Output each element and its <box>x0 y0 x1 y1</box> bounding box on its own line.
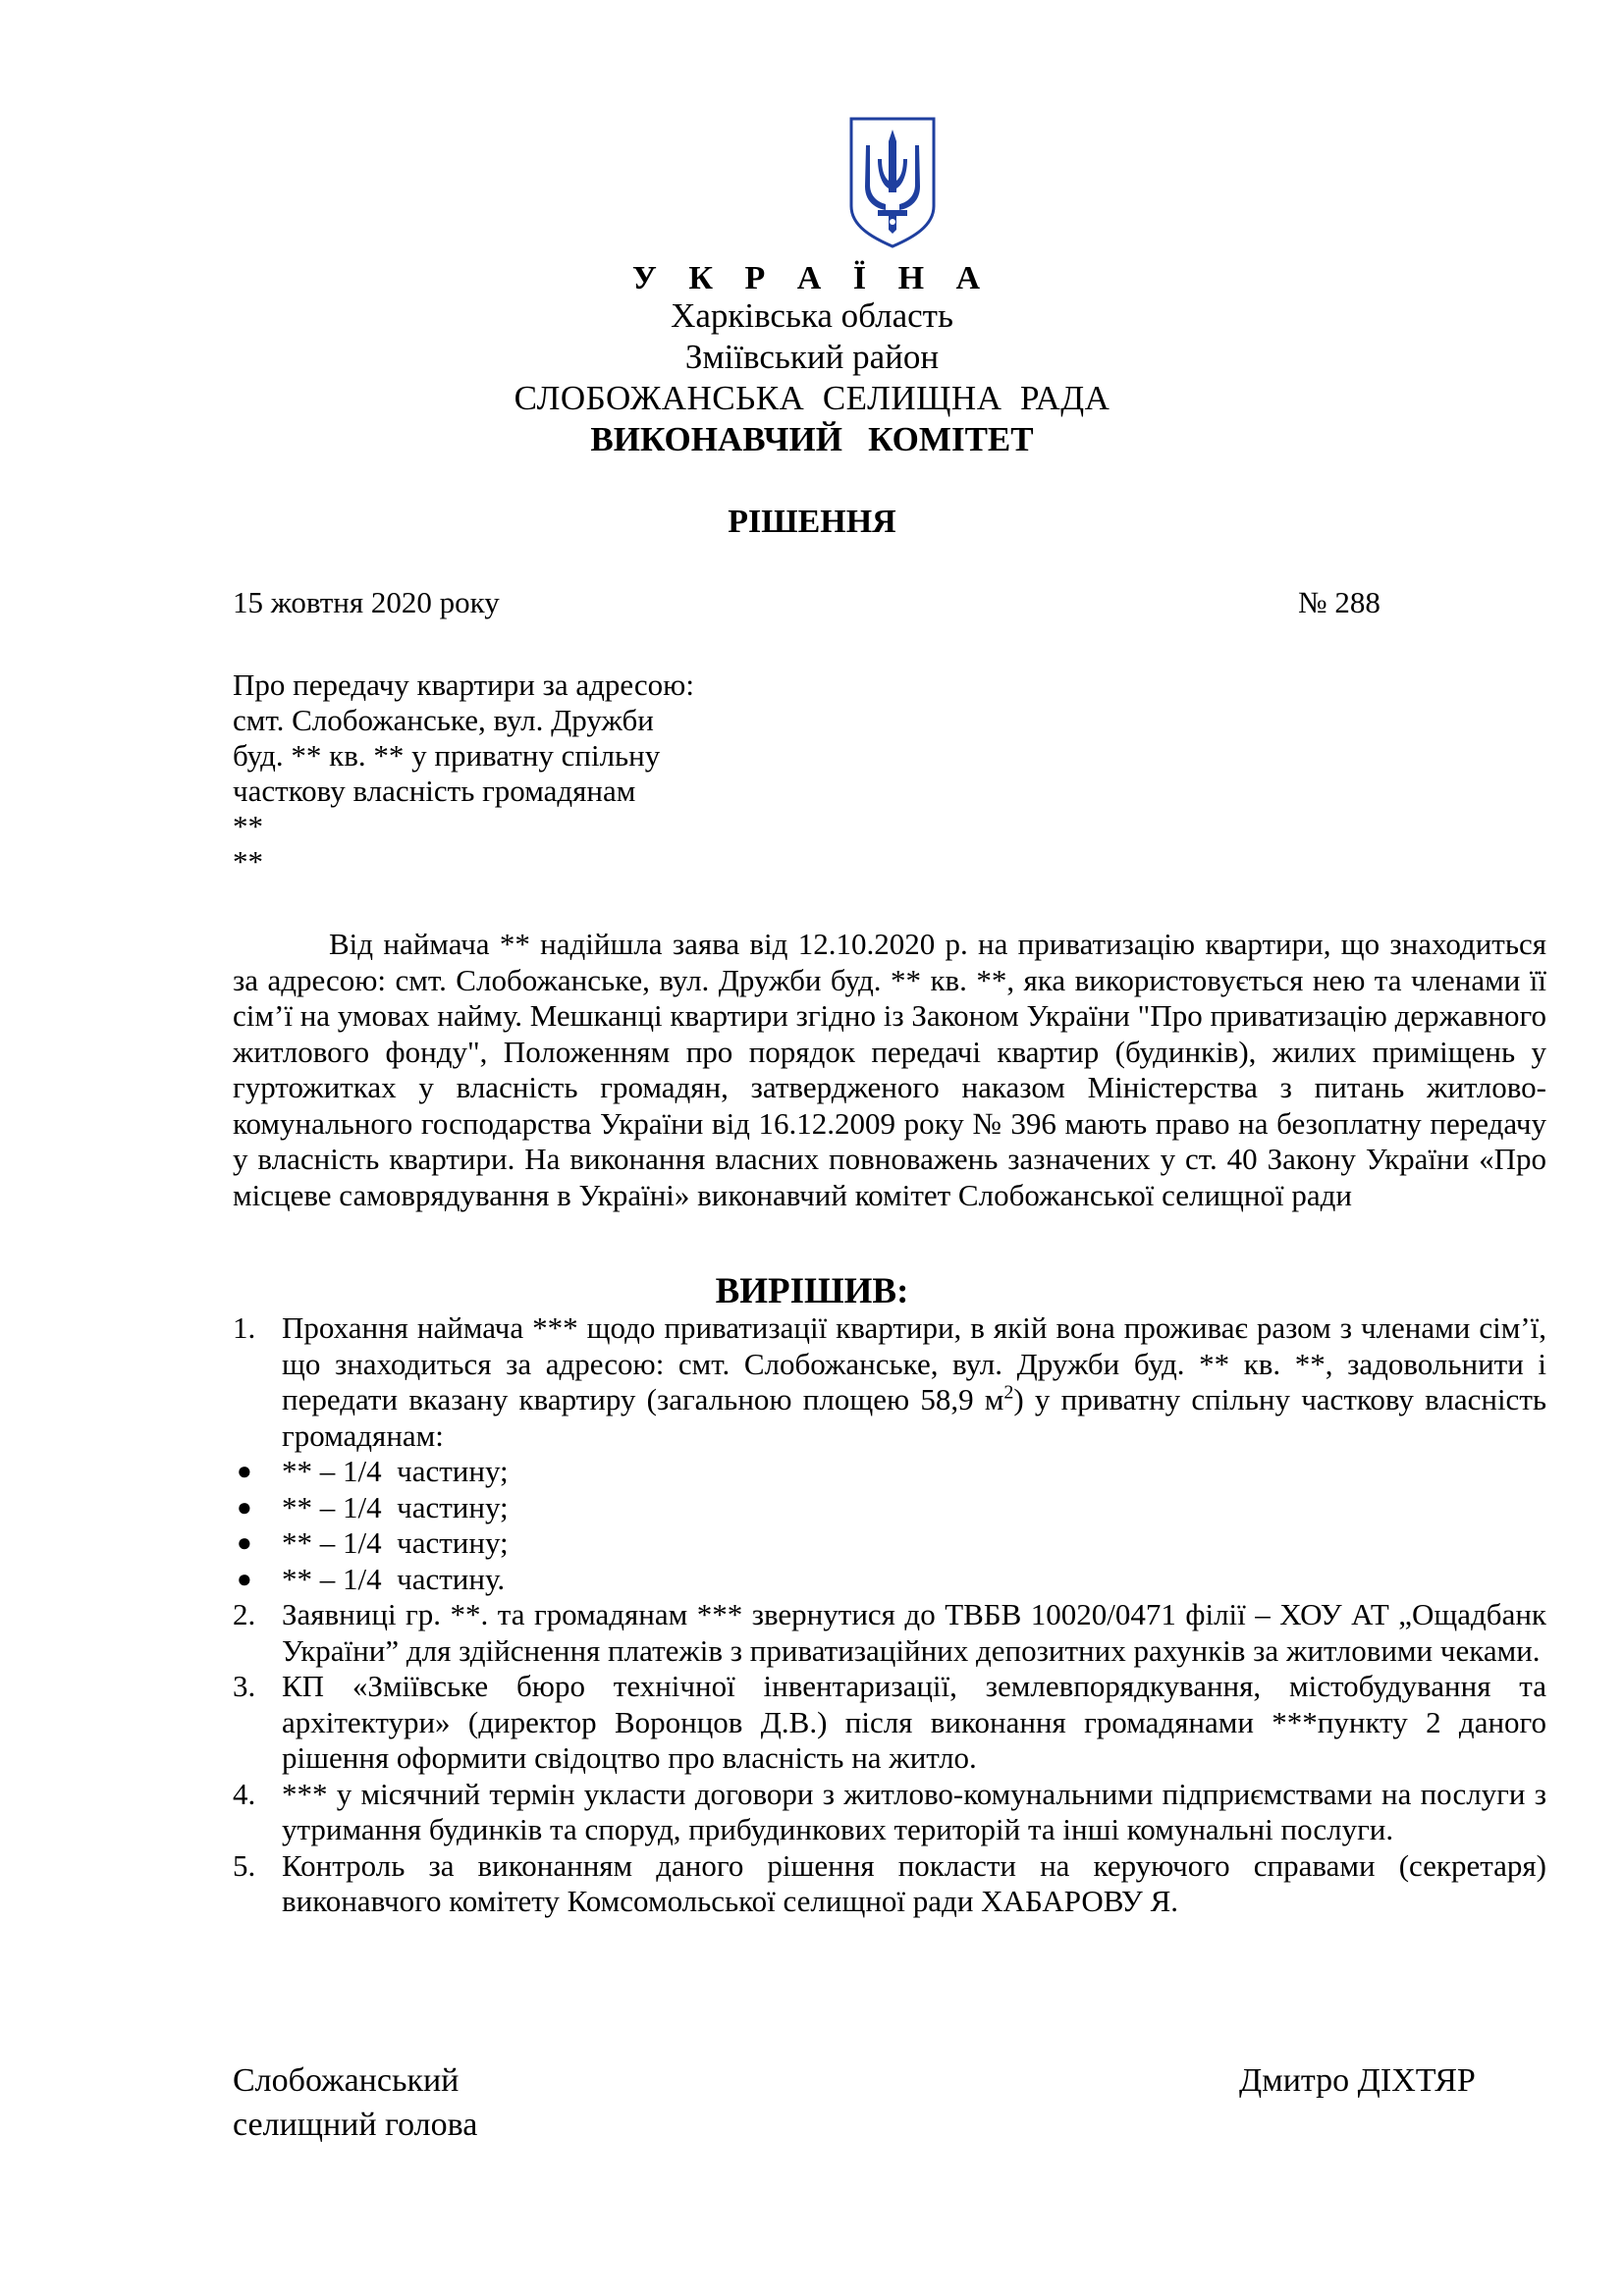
signatory-title-line-2: селищний голова <box>233 2107 478 2143</box>
decision-item-1 <box>233 1310 1546 1454</box>
item-number: 4. <box>233 1776 256 1811</box>
item-number: 2. <box>233 1597 256 1631</box>
signatory-name: Дмитро ДІХТЯР <box>1239 2062 1476 2099</box>
item-text-continued: ) у приватну спільну часткову власність громадянам: <box>282 1382 1546 1453</box>
subject-line: смт. Слобожанське, вул. Дружби <box>233 703 654 737</box>
subject-line: буд. ** кв. ** у приватну спільну <box>233 738 661 773</box>
decision-number: № 288 <box>1298 585 1380 619</box>
document-type-heading: РІШЕННЯ <box>728 504 896 540</box>
rayon-heading: Зміївський район <box>684 338 940 376</box>
decision-items <box>233 1310 1546 1920</box>
bullet-text: ** – 1/4 частину; <box>282 1489 509 1524</box>
bullet-icon: ● <box>237 1457 252 1485</box>
subject-line: Про передачу квартири за адресою: <box>233 667 694 702</box>
preamble <box>233 927 1546 1213</box>
bullet-item <box>233 1525 1546 1562</box>
subject-line: ** <box>233 809 263 843</box>
bullet-item <box>233 1490 1546 1526</box>
council-heading: СЛОБОЖАНСЬКА СЕЛИЩНА РАДА <box>514 379 1110 417</box>
bullet-icon: ● <box>237 1492 252 1522</box>
country-heading: У К Р А Ї Н А <box>631 260 993 296</box>
decision-item-2 <box>233 1597 1546 1669</box>
bullet-text: ** – 1/4 частину. <box>282 1561 506 1596</box>
decision-subject <box>233 667 694 880</box>
subject-line: часткову власність громадянам <box>233 774 636 808</box>
oblast-heading: Харківська область <box>671 296 953 335</box>
signatory-title-line-1: Слобожанський <box>233 2062 460 2099</box>
preamble-paragraph: Від наймача ** надійшла заява від 12.10.2020 р. на приватизацію квартири, що знаходиться за адресою: смт. Слобожанське, вул. Дружби буд. ** кв. **, яка використовується нею та членами її сім’ї на умовах найму. Мешканці квартири згідно із Законом України "Про приватизацію державного житлового фонду", Положенням про порядок передачі квартир (будинків), жилих приміщень у гуртожитках у власність громадян, затвердженого наказом Міністерства з питань житлово-комунального господарства України від 16.12.2009 року № 396 мають право на безоплатну передачу у власність квартири. На виконання власних повноважень зазначених у ст. 40 Закону України «Про місцеве самоврядування в Україні» виконавчий комітет Слобожанської селищної ради <box>233 927 1546 1212</box>
bullet-icon: ● <box>237 1528 252 1557</box>
item-number: 1. <box>233 1310 256 1345</box>
decision-item-3 <box>233 1669 1546 1777</box>
bullet-icon: ● <box>237 1564 252 1593</box>
item-text: Прохання наймача *** щодо приватизації квартири, в якій вона проживає разом з членами сім’ї, що знаходиться за адресою: смт. Слобожанське, вул. Дружби буд. ** кв. **, задовольнити і передати вказану квартиру (загальною площею 58,9 м <box>282 1310 1546 1416</box>
decision-item-5 <box>233 1848 1546 1920</box>
trident-coat-of-arms-icon <box>848 116 937 249</box>
bullet-text: ** – 1/4 частину; <box>282 1525 509 1560</box>
item-number: 3. <box>233 1669 256 1703</box>
item-number: 5. <box>233 1847 256 1883</box>
item-text: *** у місячний термін укласти договори з житлово-комунальними підприємствами на послуги з утримання будинків та споруд, прибудинкових територій та інші комунальні послуги. <box>282 1776 1546 1846</box>
item-text: Контроль за виконанням даного рішення покласти на керуючого справами (секретаря) виконавчого комітету Комсомольської селищної ради ХАБАРОВУ Я. <box>282 1847 1546 1918</box>
bullet-item <box>233 1562 1546 1598</box>
item-text: КП «Зміївське бюро технічної інвентаризації, землевпорядкування, містобудування та архітектури» (директор Воронцов Д.В.) після виконання громадянами ***пункту 2 даного рішення оформити свідоцтво про власність на житло. <box>282 1669 1546 1775</box>
decision-date: 15 жовтня 2020 року <box>233 585 500 619</box>
committee-heading: ВИКОНАВЧИЙ КОМІТЕТ <box>590 420 1034 458</box>
bullet-item <box>233 1454 1546 1490</box>
subject-line: ** <box>233 844 263 879</box>
item-text: Заявниці гр. **. та громадянам *** звернутися до ТВБВ 10020/0471 філії – ХОУ АТ „Ощадбанк України” для здійснення платежів з приватизаційних депозитних рахунків за житловими чеками. <box>282 1597 1546 1668</box>
superscript: 2 <box>1003 1381 1014 1404</box>
bullet-text: ** – 1/4 частину; <box>282 1454 509 1488</box>
decision-item-4 <box>233 1777 1546 1848</box>
resolved-heading: ВИРІШИВ: <box>715 1271 909 1311</box>
